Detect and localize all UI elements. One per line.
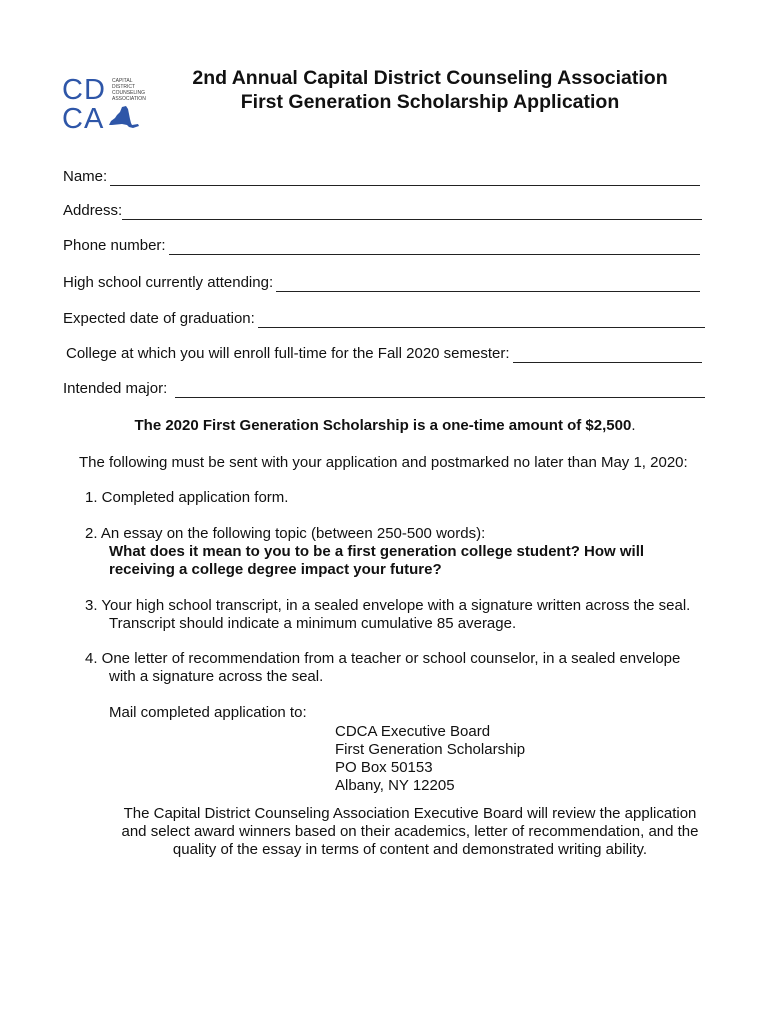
address-input-line[interactable] [122, 206, 702, 220]
page-title [170, 66, 690, 114]
requirement-item-1: 1. Completed application form. [85, 489, 289, 506]
requirement-item-4: 4. One letter of recommendation from a teacher or school counselor, in a sealed envelope [85, 650, 681, 667]
closing-line: The Capital District Counseling Association Executive Board will review the application [123, 805, 697, 822]
title-line-2: First Generation Scholarship Application [240, 91, 620, 113]
major-label: Intended major: [63, 380, 168, 397]
mailing-address-line: CDCA Executive Board [335, 723, 491, 740]
logo-small-text [112, 78, 154, 102]
amount-text: The 2020 First Generation Scholarship is a one-time amount of $2,500 [134, 417, 632, 434]
logo-small-line: CAPITAL [112, 78, 133, 84]
closing-line: quality of the essay in terms of content and demonstrated writing ability. [172, 841, 648, 858]
graduation-input-line[interactable] [258, 314, 705, 328]
address-field[interactable] [63, 202, 702, 220]
graduation-date-field[interactable] [63, 310, 705, 328]
mail-intro: Mail completed application to: [109, 704, 307, 721]
essay-topic-line-1: What does it mean to you to be a first generation college student? How will [109, 543, 645, 560]
requirement-item-3-cont: Transcript should indicate a minimum cumulative 85 average. [109, 615, 517, 632]
logo-small-line: COUNSELING [112, 90, 146, 96]
logo-small-line: DISTRICT [112, 84, 136, 90]
new-york-state-icon [108, 106, 140, 132]
high-school-field[interactable] [63, 274, 700, 292]
logo-letters-top: CD [62, 74, 106, 106]
college-field[interactable] [66, 345, 702, 363]
phone-field[interactable] [63, 237, 700, 255]
requirement-item-3: 3. Your high school transcript, in a sealed envelope with a signature written across the seal. [85, 597, 691, 614]
phone-label: Phone number: [63, 237, 166, 254]
title-line-1: 2nd Annual Capital District Counseling Association [192, 67, 668, 89]
high-school-label: High school currently attending: [63, 274, 274, 291]
essay-topic-line-2: receiving a college degree impact your future? [109, 561, 442, 578]
name-label: Name: [63, 168, 108, 185]
scholarship-amount [0, 416, 770, 435]
major-field[interactable] [63, 380, 705, 398]
high-school-input-line[interactable] [276, 278, 700, 292]
name-input-line[interactable] [110, 172, 700, 186]
mailing-address-line: PO Box 50153 [335, 759, 433, 776]
logo-letters-bottom: CA [62, 103, 105, 135]
mailing-address-line: First Generation Scholarship [335, 741, 526, 758]
phone-input-line[interactable] [169, 241, 700, 255]
mailing-address-line: Albany, NY 12205 [335, 777, 455, 794]
address-label: Address: [63, 202, 123, 219]
requirements-intro: The following must be sent with your application and postmarked no later than May 1, 2020: [79, 454, 688, 471]
college-label: College at which you will enroll full-time for the Fall 2020 semester: [66, 345, 510, 362]
requirement-item-4-cont: with a signature across the seal. [109, 668, 324, 685]
name-field[interactable] [63, 168, 700, 186]
requirement-item-2: 2. An essay on the following topic (between 250-500 words): [85, 525, 486, 542]
college-input-line[interactable] [513, 349, 702, 363]
major-input-line[interactable] [175, 384, 705, 398]
graduation-label: Expected date of graduation: [63, 310, 255, 327]
logo-small-line: ASSOCIATION [112, 96, 146, 102]
closing-line: and select award winners based on their academics, letter of recommendation, and the [121, 823, 699, 840]
amount-period: . [631, 417, 636, 434]
cdca-logo [62, 76, 152, 136]
